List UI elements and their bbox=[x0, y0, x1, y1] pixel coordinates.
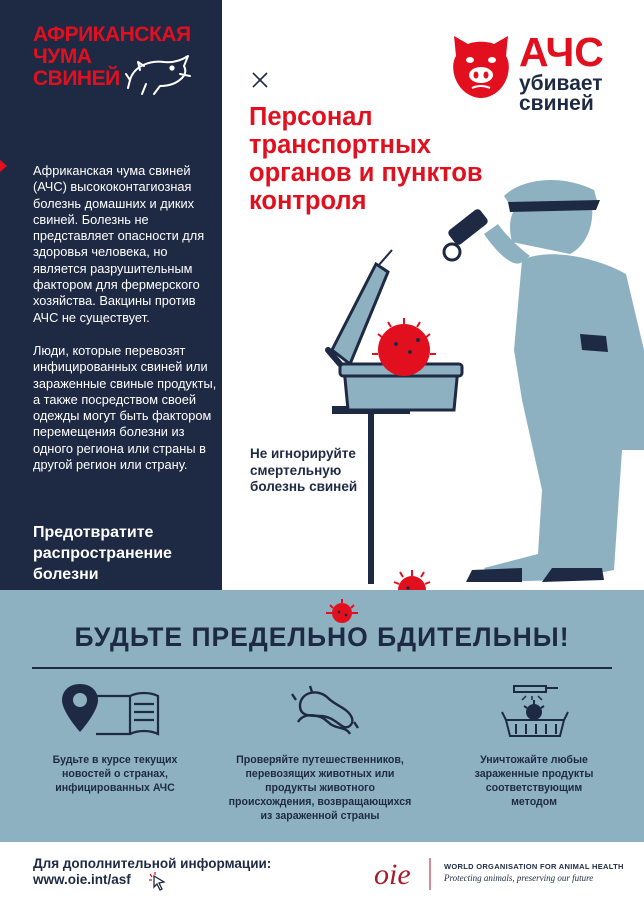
footer-link[interactable]: www.oie.int/asf bbox=[33, 872, 131, 887]
close-icon[interactable] bbox=[250, 70, 270, 90]
asf-logo bbox=[446, 30, 616, 120]
sidebar-marker bbox=[0, 160, 7, 172]
tip-check: Проверяйте путешественников, перевозящих животных или продукты животного происхождения, возвращающихся из зараженной страны bbox=[228, 754, 412, 822]
oie-logo bbox=[372, 852, 438, 894]
tip-destroy: Уничтожайте любые зараженные продукты соответствующим методом bbox=[474, 754, 594, 808]
sidebar-body bbox=[33, 163, 221, 490]
oie-name: WORLD ORGANISATION FOR ANIMAL HEALTH bbox=[444, 862, 624, 871]
disposal-box-icon bbox=[500, 678, 570, 744]
oie-mark: oie bbox=[374, 858, 411, 891]
sausage-icon bbox=[290, 682, 360, 742]
footer-label: Для дополнительной информации: bbox=[33, 856, 272, 871]
inspector-illustration bbox=[222, 150, 644, 620]
sidebar-paragraph: Люди, которые перевозят инфицированных свиней или зараженные свиные продукты, а также посредством своей одежды могут быть фактором перемещения болезни из одного региона или страны в другой регион или страну. bbox=[33, 342, 217, 473]
sidebar-cta: Предотвратите распространение болезни bbox=[33, 524, 172, 583]
sidebar-paragraph: Африканская чума свиней (АЧС) высококонтагиозная болезнь домашних и диких свиней. Болезнь не представляет опасности для здоровья человека, но является разрушительным фактором для фермерского хозяйства. Вакцины против АЧС не существует. bbox=[33, 163, 205, 325]
band-title: БУДЬТЕ ПРЕДЕЛЬНО БДИТЕЛЬНЫ! bbox=[74, 622, 570, 652]
logo-line2: свиней bbox=[519, 92, 594, 115]
cursor-icon bbox=[148, 872, 168, 892]
logo-line1: убивает bbox=[519, 72, 603, 95]
page-title: Персонал транспортных органов и пунктов контроля bbox=[249, 103, 483, 215]
band-divider bbox=[32, 667, 612, 669]
virus-icon bbox=[322, 597, 362, 625]
tip-news: Будьте в курсе текущих новостей о странах, инфицированных АЧС bbox=[52, 754, 178, 794]
map-pin-book-icon bbox=[58, 682, 168, 740]
pig-icon bbox=[446, 30, 516, 102]
logo-abbr: АЧС bbox=[519, 29, 604, 75]
wild-pig-icon bbox=[124, 52, 194, 98]
sidebar-title: АФРИКАНСКАЯ ЧУМА СВИНЕЙ bbox=[33, 23, 191, 90]
oie-tagline: Protecting animals, preserving our future bbox=[444, 873, 594, 883]
warning-text: Не игнорируйте смертельную болезнь свиней bbox=[250, 446, 358, 494]
